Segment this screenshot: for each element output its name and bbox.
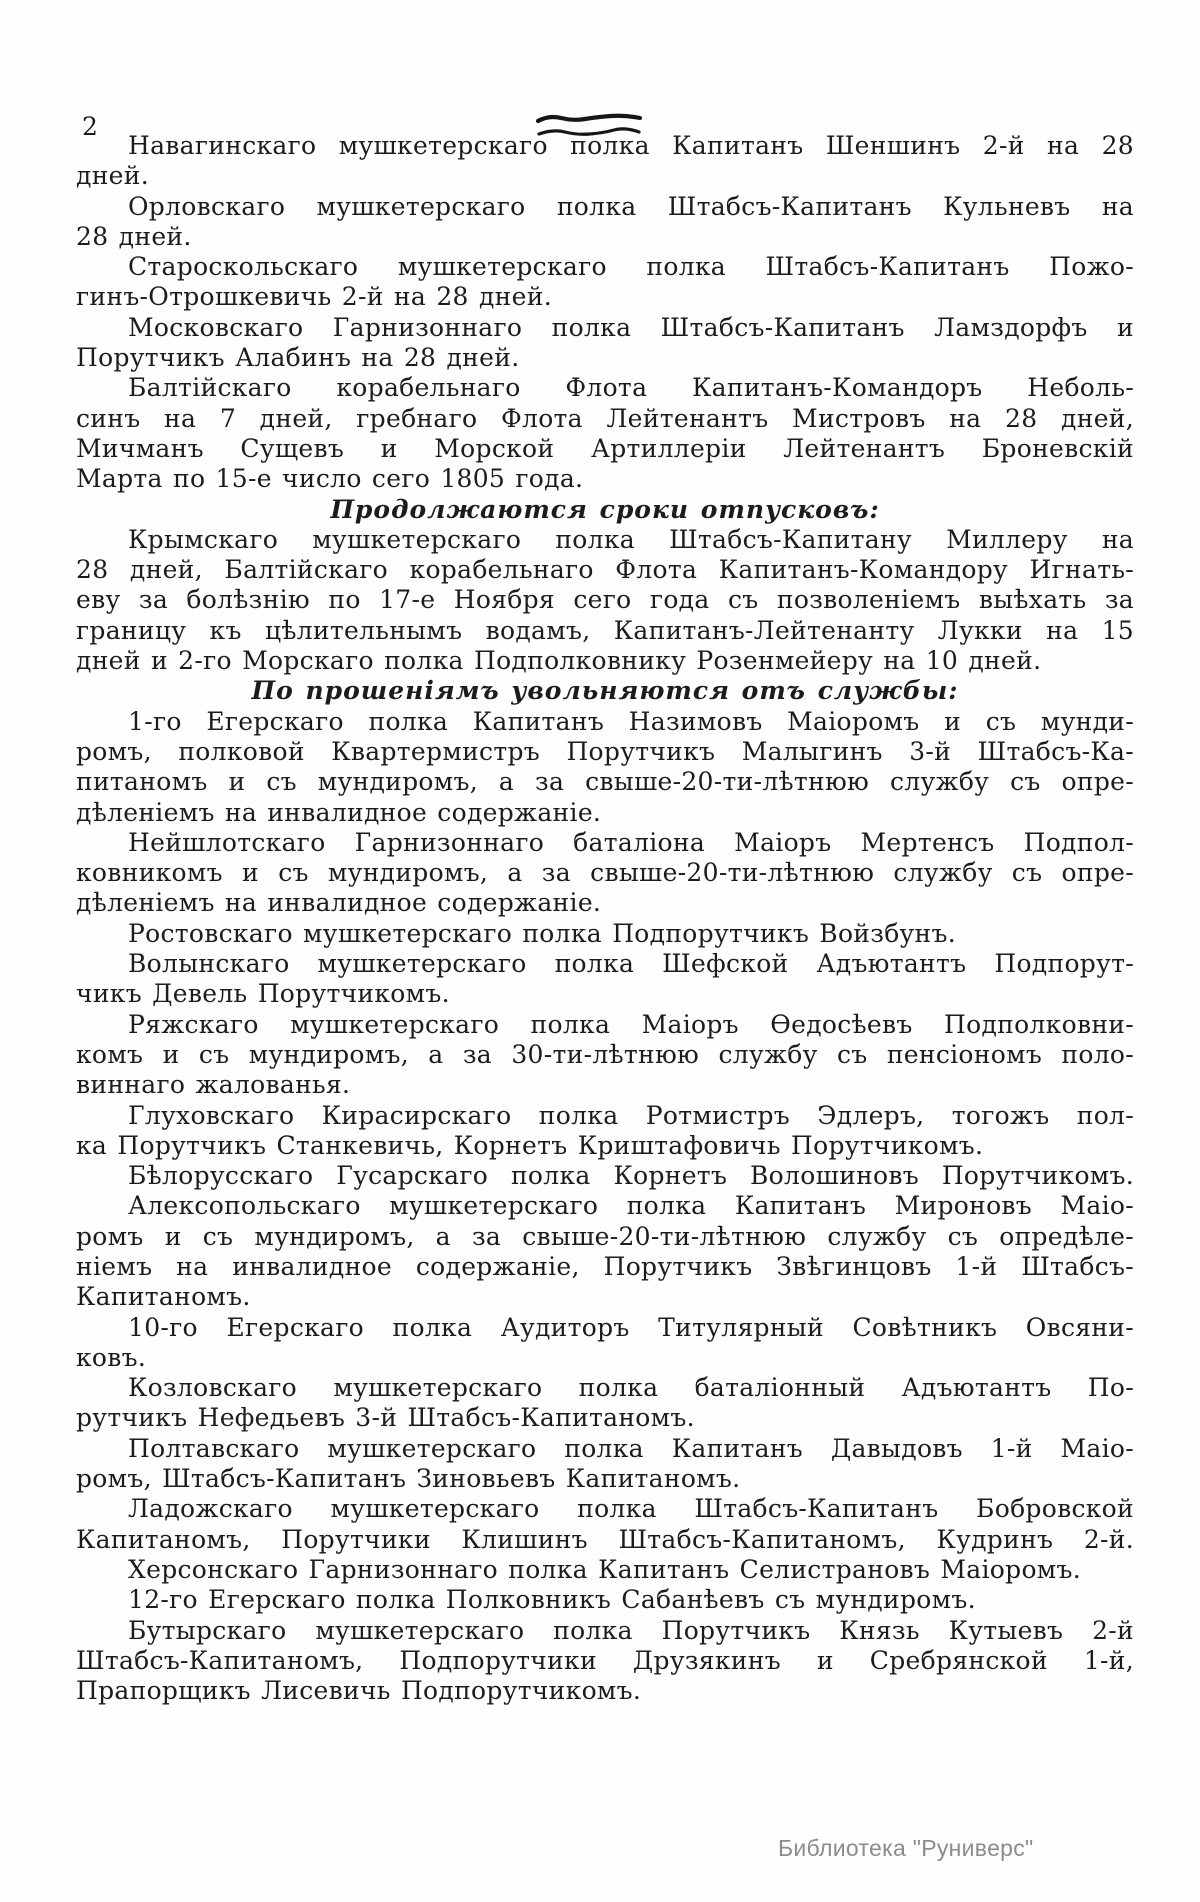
text-line: Нейшлотскаго Гарнизоннаго баталіона Маіоръ Мертенсъ Подпол-: [128, 827, 1134, 857]
text-line: чикъ Девель Порутчикомъ.: [76, 979, 450, 1009]
text-line: ка Порутчикъ Станкевичь, Корнетъ Криштафовичь Порутчикомъ.: [76, 1130, 984, 1160]
text-line: Бутырскаго мушкетерскаго полка Порутчикъ Князь Кутыевъ 2-й: [128, 1615, 1134, 1645]
text-line: рутчикъ Нефедьевъ 3-й Штабсъ-Капитаномъ.: [76, 1403, 695, 1433]
text-line: ковникомъ и съ мундиромъ, а за свыше-20-ти-лѣтнюю службу съ опре-: [76, 858, 1134, 888]
text-line: Штабсъ-Капитаномъ, Подпорутчики Друзякинъ и Сребрянской 1-й,: [76, 1645, 1134, 1675]
text-line: Ладожскаго мушкетерскаго полка Штабсъ-Капитанъ Бобровской: [128, 1494, 1134, 1524]
text-line: питаномъ и съ мундиромъ, а за свыше-20-ти-лѣтнюю службу съ опре-: [76, 767, 1134, 797]
text-line: Порутчикъ Алабинъ на 28 дней.: [76, 343, 520, 373]
text-line: еву за болѣзнію по 17-е Ноября сего года съ позволеніемъ выѣхать за: [76, 585, 1134, 615]
library-watermark: Библиотека "Руниверс": [778, 1835, 1034, 1861]
text-line: Московскаго Гарнизоннаго полка Штабсъ-Капитанъ Ламздорфъ и: [128, 312, 1134, 342]
text-line: Ряжскаго мушкетерскаго полка Маіоръ Ѳедосѣевъ Подполковни-: [128, 1009, 1134, 1039]
text-line: Ростовскаго мушкетерскаго полка Подпорутчикъ Войзбунъ.: [128, 918, 956, 948]
text-line: комъ и съ мундиромъ, а за 30-ти-лѣтнюю службу съ пенсіономъ поло-: [76, 1039, 1134, 1069]
text-line: Капитаномъ, Порутчики Клишинъ Штабсъ-Капитаномъ, Кудринъ 2-й.: [76, 1524, 1134, 1554]
section-heading: По прошеніямъ увольняются отъ службы:: [251, 676, 959, 706]
text-line: Бѣлорусскаго Гусарскаго полка Корнетъ Волошиновъ Порутчикомъ.: [128, 1161, 1134, 1191]
text-line: Прапорщикъ Лисевичь Подпорутчикомъ.: [76, 1676, 642, 1706]
text-line: Козловскаго мушкетерскаго полка баталіонный Адъютантъ По-: [128, 1373, 1134, 1403]
text-line: ніемъ на инвалидное содержаніе, Порутчикъ Звѣгинцовъ 1-й Штабсъ-: [76, 1251, 1134, 1281]
text-line: виннаго жалованья.: [76, 1070, 351, 1100]
text-line: границу къ цѣлительнымъ водамъ, Капитанъ-Лейтенанту Лукки на 15: [76, 615, 1134, 645]
text-line: дѣленіемъ на инвалидное содержаніе.: [76, 888, 602, 918]
text-line: Марта по 15-е число сего 1805 года.: [76, 464, 584, 494]
text-line: ромъ, Штабсъ-Капитанъ Зиновьевъ Капитаномъ.: [76, 1464, 741, 1494]
text-line: 10-го Егерскаго полка Аудиторъ Титулярный Совѣтникъ Овсяни-: [128, 1312, 1134, 1342]
text-line: Балтійскаго корабельнаго Флота Капитанъ-Командоръ Неболь-: [128, 373, 1134, 403]
text-line: Алексопольскаго мушкетерскаго полка Капитанъ Мироновъ Маіо-: [128, 1191, 1134, 1221]
text-line: Навагинскаго мушкетерскаго полка Капитанъ Шеншинъ 2-й на 28: [128, 131, 1134, 160]
text-line: Глуховскаго Кирасирскаго полка Ротмистръ Эдлеръ, тогожъ пол-: [128, 1100, 1134, 1130]
section-heading: Продолжаются сроки отпусковъ:: [330, 494, 880, 524]
text-line: 1-го Егерскаго полка Капитанъ Назимовъ Маіоромъ и съ мунди-: [128, 706, 1134, 736]
page-number: 2: [82, 112, 98, 141]
page-text-column: [76, 131, 1134, 1706]
text-line: Крымскаго мушкетерскаго полка Штабсъ-Капитану Миллеру на: [128, 524, 1134, 554]
text-line: дней.: [76, 161, 149, 191]
text-line: дѣленіемъ на инвалидное содержаніе.: [76, 797, 602, 827]
text-line: дней и 2-го Морскаго полка Подполковнику Розенмейеру на 10 дней.: [76, 646, 1042, 676]
text-line: Волынскаго мушкетерскаго полка Шефской Адъютантъ Подпорут-: [128, 949, 1134, 979]
text-line: Капитаномъ.: [76, 1282, 251, 1312]
text-line: Полтавскаго мушкетерскаго полка Капитанъ Давыдовъ 1-й Маіо-: [128, 1433, 1134, 1463]
text-line: Мичманъ Сущевъ и Морской Артиллеріи Лейтенантъ Броневскій: [76, 433, 1134, 463]
text-line: Херсонскаго Гарнизоннаго полка Капитанъ Селистрановъ Маіоромъ.: [128, 1554, 1081, 1584]
text-line: гинъ-Отрошкевичь 2-й на 28 дней.: [76, 282, 552, 312]
text-line: 28 дней, Балтійскаго корабельнаго Флота Капитанъ-Командору Игнать-: [76, 555, 1134, 585]
text-line: 12-го Егерскаго полка Полковникъ Сабанѣевъ съ мундиромъ.: [128, 1585, 976, 1615]
text-line: ковъ.: [76, 1342, 147, 1372]
text-line: ромъ и съ мундиромъ, а за свыше-20-ти-лѣтнюю службу съ опредѣле-: [76, 1221, 1134, 1251]
text-line: синъ на 7 дней, гребнаго Флота Лейтенантъ Мистровъ на 28 дней,: [76, 403, 1134, 433]
text-line: 28 дней.: [76, 221, 192, 251]
text-line: ромъ, полковой Квартермистръ Порутчикъ Малыгинъ 3-й Штабсъ-Ка-: [76, 736, 1134, 766]
text-line: Староскольскаго мушкетерскаго полка Штабсъ-Капитанъ Пожо-: [128, 252, 1134, 282]
text-line: Орловскаго мушкетерскаго полка Штабсъ-Капитанъ Кульневъ на: [128, 191, 1134, 221]
